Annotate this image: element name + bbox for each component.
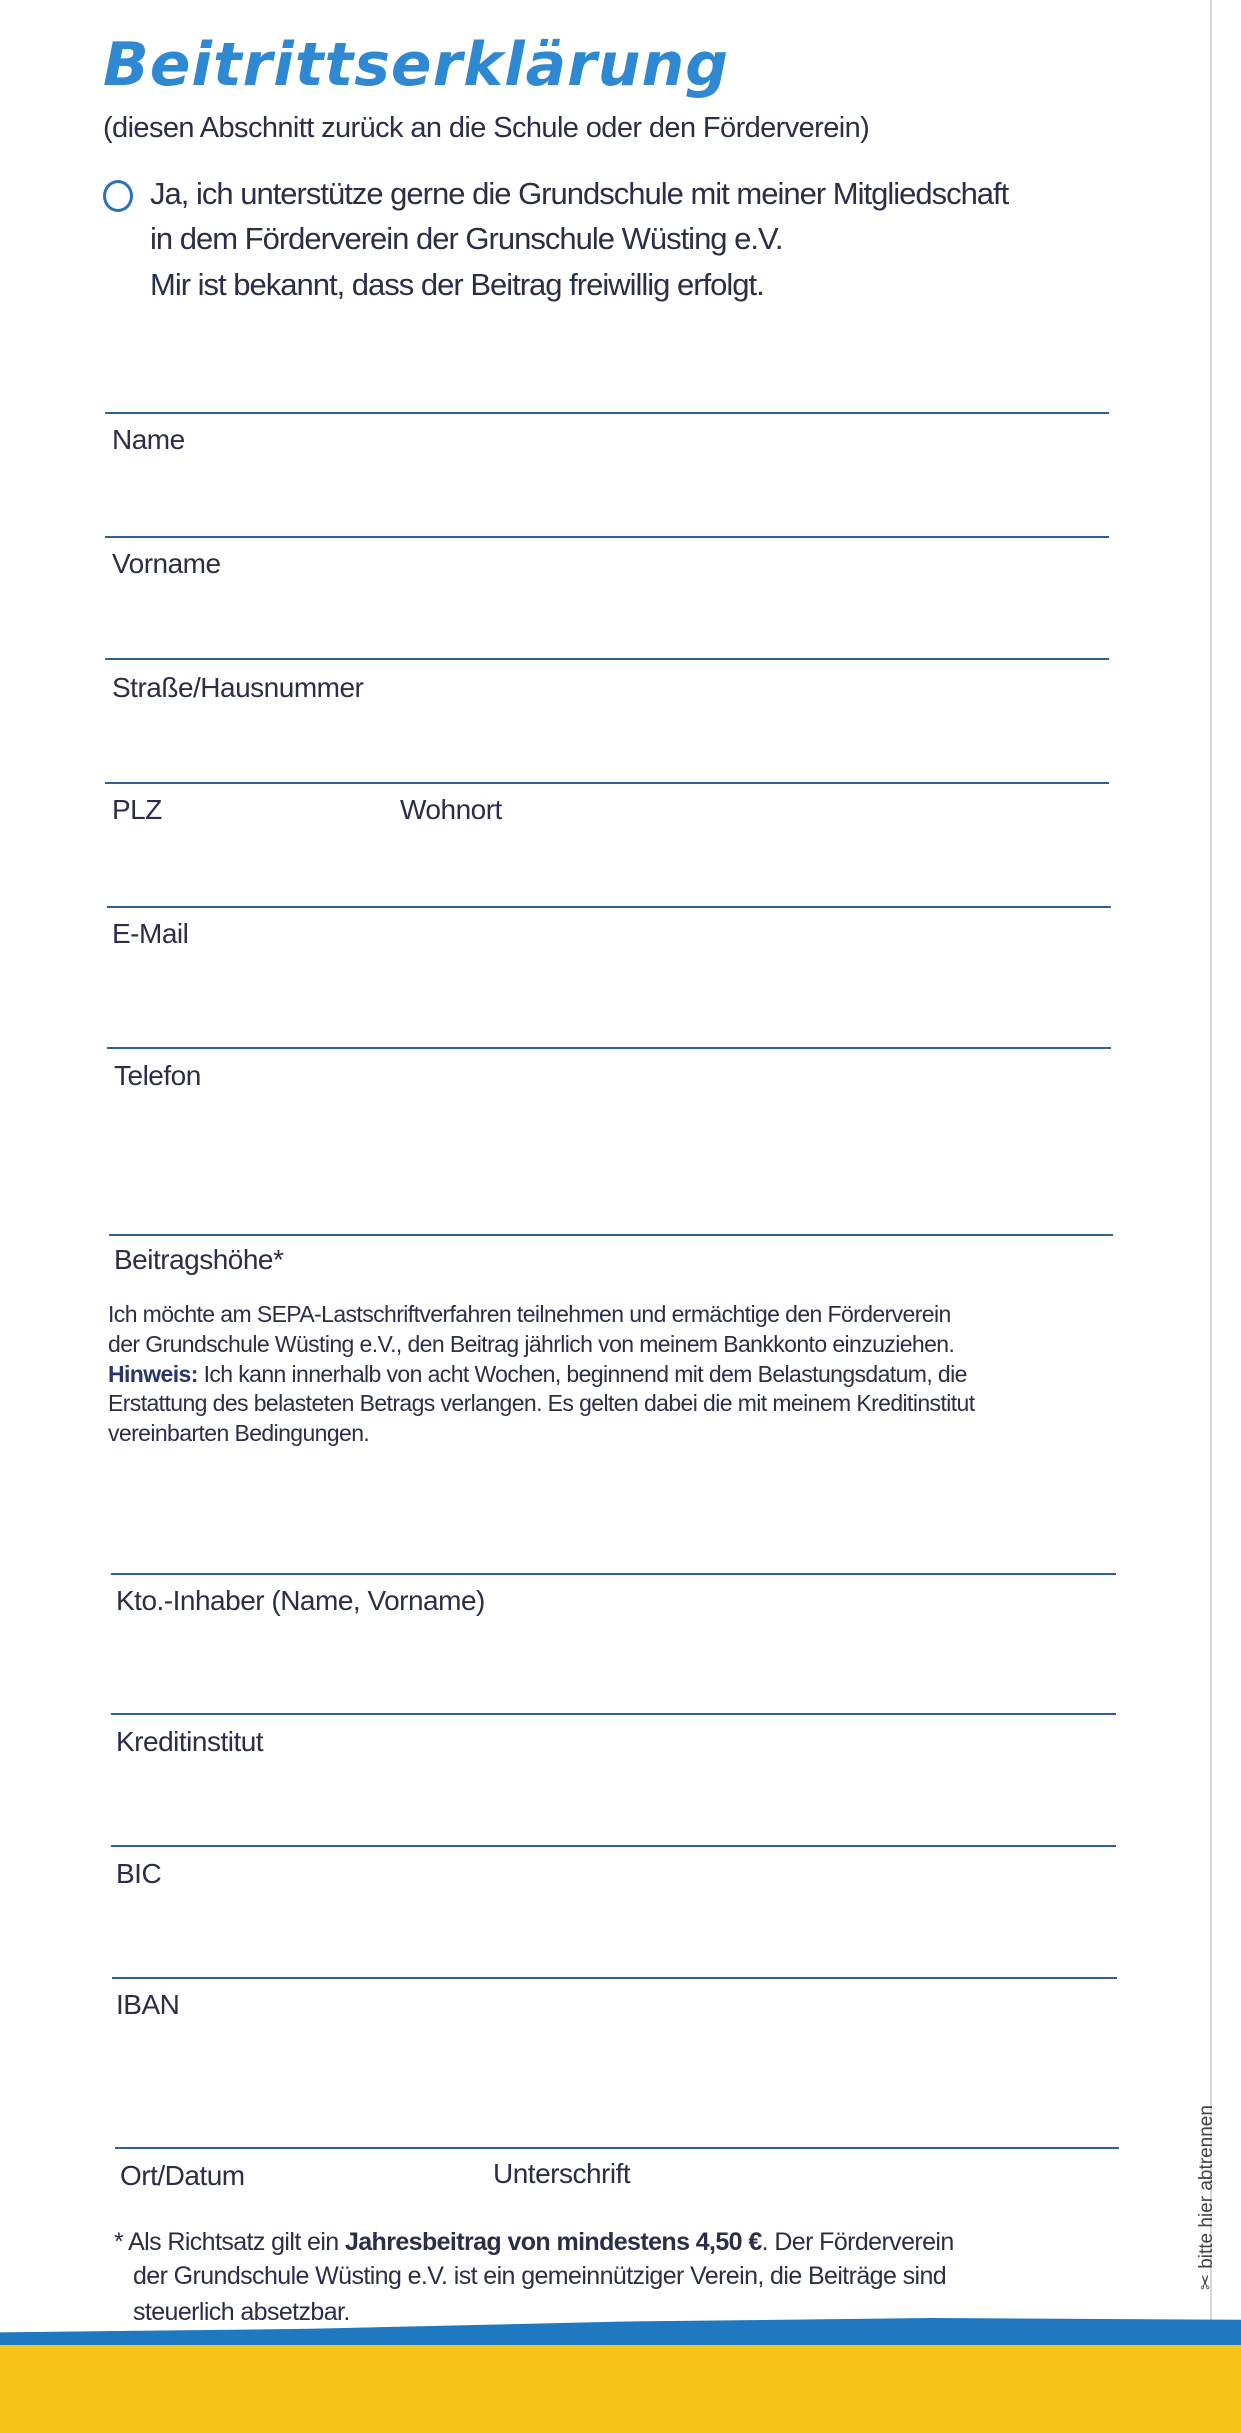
cut-hint [1195,2105,1218,2290]
footnote-line: der Grundschule Wüsting e.V. ist ein gemeinnütziger Verein, die Beiträge sind [133,2262,947,2290]
ort-datum-label: Ort/Datum [120,2160,245,2191]
sepa-text-line: Erstattung des belasteten Betrags verlangen. Es gelten dabei die mit meinem Kreditinstitut [108,1390,975,1416]
telefon-field[interactable] [107,1047,1111,1049]
consent-text-line: Ja, ich unterstütze gerne die Grundschule mit meiner Mitgliedschaft [150,176,1009,211]
bic-field[interactable] [111,1845,1116,1847]
footnote-suffix: . Der Förderverein [761,2228,954,2256]
vorname-label: Vorname [112,548,221,579]
sepa-text-line: vereinbarten Bedingungen. [108,1420,370,1446]
unterschrift-label: Unterschrift [493,2158,631,2189]
hint-label: Hinweis: [108,1361,198,1387]
footnote-line: steuerlich absetzbar. [133,2298,350,2326]
wohnort-label: Wohnort [400,794,502,825]
email-label: E-Mail [112,918,189,949]
sepa-text: Ich kann innerhalb von acht Wochen, beginnend mit dem Belastungsdatum, die [197,1361,967,1387]
kreditinstitut-field[interactable] [111,1713,1116,1715]
kto-inhaber-field[interactable] [111,1573,1116,1575]
kreditinstitut-label: Kreditinstitut [116,1726,264,1757]
strasse-label: Straße/Hausnummer [112,672,364,703]
beitragshoehe-field[interactable] [109,1234,1113,1236]
plz-wohnort-field[interactable] [105,782,1109,784]
consent-text-line: in dem Förderverein der Grunschule Wüsting e.V. [150,221,783,256]
footnote-bold: Jahresbeitrag von mindestens 4,50 € [344,2228,762,2256]
name-label: Name [112,424,185,455]
footnote-prefix: * Als Richtsatz gilt ein [114,2228,345,2256]
membership-consent-checkbox[interactable] [103,180,133,212]
footnote-line [114,2228,954,2257]
sepa-hint-line [108,1361,967,1388]
name-field[interactable] [105,412,1109,414]
consent-text-line: Mir ist bekannt, dass der Beitrag freiwillig erfolgt. [150,267,764,302]
bic-label: BIC [116,1858,162,1889]
iban-field[interactable] [112,1977,1117,1979]
telefon-label: Telefon [114,1060,201,1091]
email-field[interactable] [107,906,1111,908]
cut-hint-text: bitte hier abtrennen [1196,2105,1217,2269]
scissors-icon: ✂ [1196,2274,1217,2290]
form-subtitle: (diesen Abschnitt zurück an die Schule oder den Förderverein) [103,112,870,144]
iban-label: IBAN [116,1989,180,2020]
beitragshoehe-label: Beitragshöhe* [114,1244,284,1275]
ort-datum-unterschrift-field[interactable] [115,2147,1119,2149]
sepa-text-line: der Grundschule Wüsting e.V., den Beitrag jährlich von meinem Bankkonto einzuziehen. [108,1331,955,1357]
vorname-field[interactable] [105,536,1109,538]
kto-inhaber-label: Kto.-Inhaber (Name, Vorname) [116,1585,485,1616]
form-title: Beitrittserklärung [103,30,730,100]
sepa-text-line: Ich möchte am SEPA-Lastschriftverfahren teilnehmen und ermächtige den Förderverein [108,1301,951,1327]
perforation-line [1210,0,1212,2330]
strasse-field[interactable] [105,658,1109,660]
plz-label: PLZ [112,794,162,825]
yellow-band [0,2345,1241,2433]
